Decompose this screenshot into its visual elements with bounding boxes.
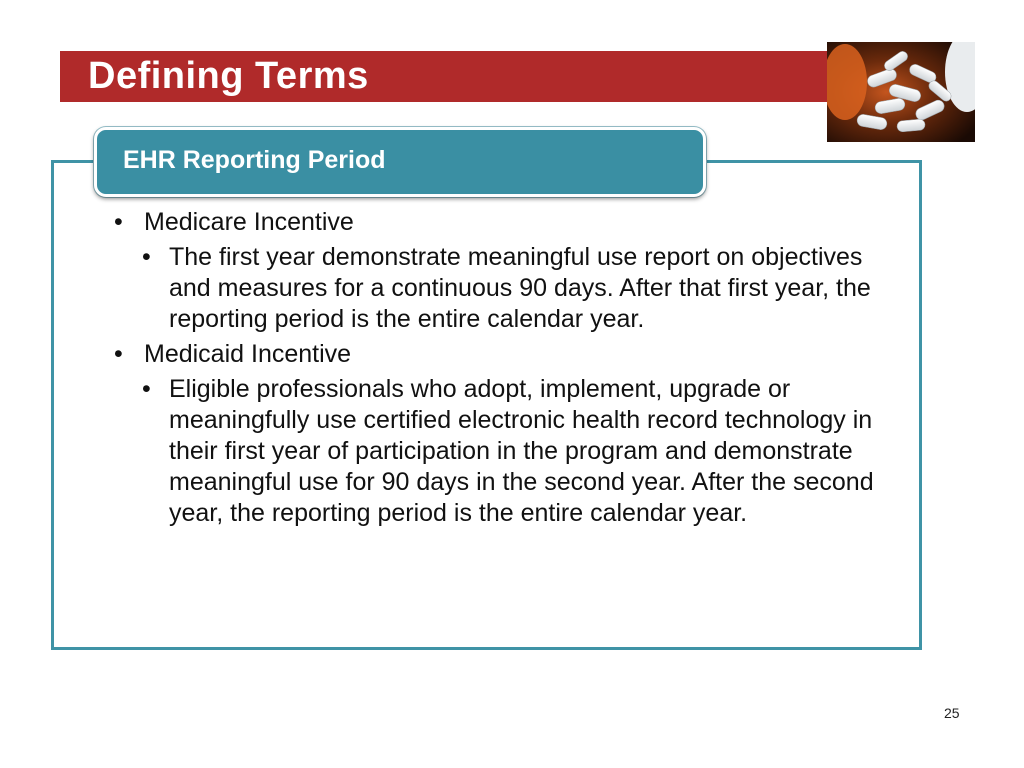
pills-image-icon xyxy=(827,42,975,142)
sub-bullet-text: Eligible professionals who adopt, implement, upgrade or meaningfully use certified electronic health record technology in their first year of participation in the program and demonstrate meaningful use for 90 days in the second year. After the second year, the reporting period is the entire calendar year. xyxy=(169,375,874,527)
sub-bullet-text: The first year demonstrate meaningful use report on objectives and measures for a continuous 90 days. After that first year, the reporting period is the entire calendar year. xyxy=(169,243,871,333)
bullet-item xyxy=(114,207,874,238)
bullet-icon: • xyxy=(142,375,151,403)
sub-bullet-item xyxy=(114,242,874,335)
bullet-icon: • xyxy=(114,340,123,368)
slide-title: Defining Terms xyxy=(88,55,369,97)
bullet-label: Medicare Incentive xyxy=(144,208,354,236)
section-heading-tab xyxy=(94,127,706,197)
bullet-item xyxy=(114,339,874,370)
section-heading: EHR Reporting Period xyxy=(123,146,386,174)
bullet-label: Medicaid Incentive xyxy=(144,340,352,368)
page-number: 25 xyxy=(944,705,960,721)
bullet-icon: • xyxy=(114,208,123,236)
bullet-icon: • xyxy=(142,243,151,271)
sub-bullet-item xyxy=(114,374,874,529)
bullet-list xyxy=(114,207,874,533)
title-bar xyxy=(60,51,830,102)
pills-photo xyxy=(827,42,975,142)
